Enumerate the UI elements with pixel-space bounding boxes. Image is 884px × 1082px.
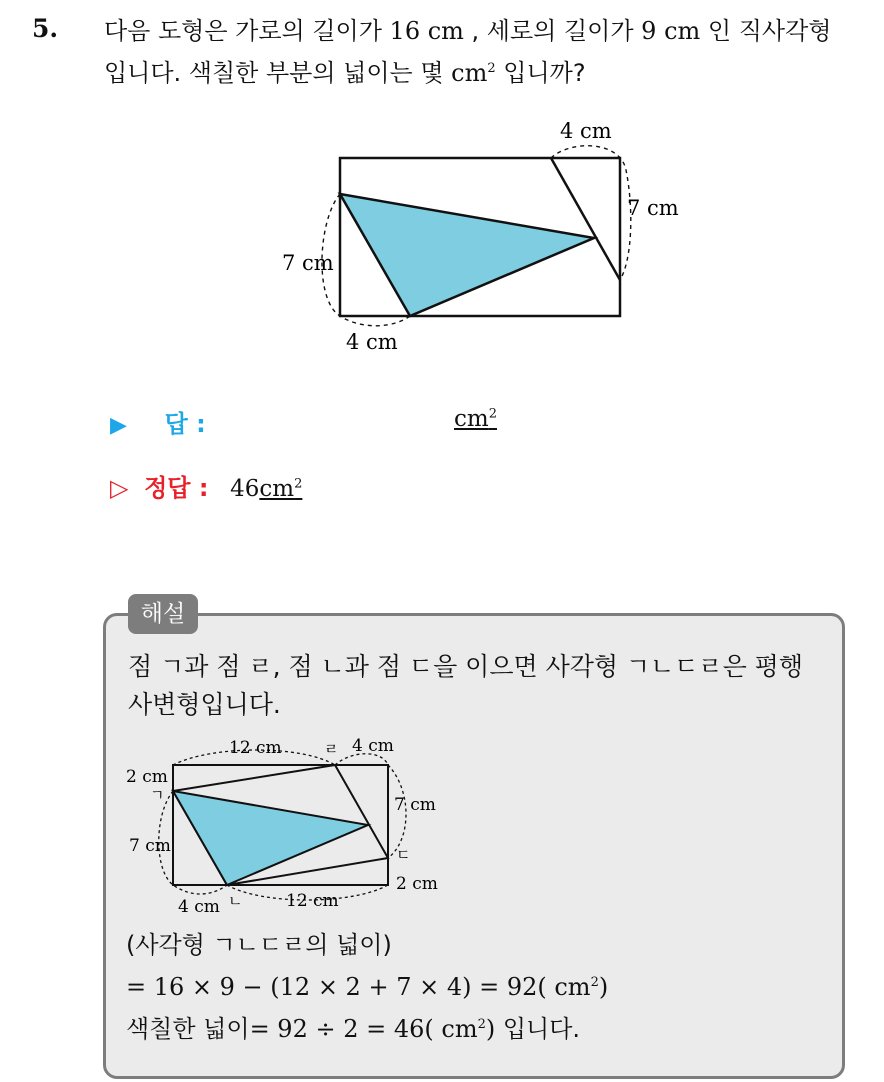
- explanation-tag: 해설: [128, 594, 198, 634]
- hollow-arrow-icon: ▷: [110, 474, 129, 502]
- fig1-label-bottom: 4 cm: [346, 330, 398, 354]
- fig2-label-bottom-4: 4 cm: [178, 897, 220, 917]
- fig2-label-giyeok: ㄱ: [150, 786, 165, 804]
- calculation: (사각형 ㄱㄴㄷㄹ의 넓이) = 16 × 9 − (12 × 2 + 7 × 4) = 92( $cm^2$) 색칠한 넓이= 92 ÷ 2 = 46( $cm^2$) 입니다.: [126, 931, 609, 1043]
- question-number: 5.: [32, 14, 59, 43]
- correct-answer-row: [110, 468, 302, 503]
- correct-label: 정답 :: [144, 474, 209, 502]
- slanted-line: [551, 158, 620, 280]
- play-arrow-icon: ▶: [110, 413, 127, 438]
- fig2-label-nieun: ㄴ: [228, 892, 243, 910]
- correct-value: $46cm^2$: [230, 476, 303, 502]
- fig2-label-left-2: 2 cm: [126, 767, 168, 787]
- fig2-label-right-2: 2 cm: [396, 874, 438, 894]
- fig2-label-digeut: ㄷ: [396, 846, 411, 864]
- fig1-label-right: 7 cm: [627, 196, 679, 220]
- fig1-label-left: 7 cm: [282, 251, 334, 275]
- explanation-figure: [112, 730, 472, 920]
- problem-figure: [270, 110, 690, 360]
- fig1-label-top: 4 cm: [560, 119, 612, 143]
- fig2-label-rieul: ㄹ: [324, 740, 339, 758]
- fig2-label-bottom-12: 12 cm: [286, 891, 339, 911]
- question-text: 다음 도형은 가로의 길이가 16 cm , 세로의 길이가 9 cm 인 직사각형 입니다. 색칠한 부분의 넓이는 몇 $cm^2$ 입니까?: [104, 17, 832, 87]
- fig2-label-right-7: 7 cm: [394, 795, 436, 815]
- shaded-triangle-2: [173, 791, 368, 885]
- answer-label: 답 :: [164, 410, 206, 438]
- answer-unit[interactable]: $cm^2$: [454, 406, 497, 432]
- explanation-text: 점 ㄱ과 점 ㄹ, 점 ㄴ과 점 ㄷ을 이으면 사각형 ㄱㄴㄷㄹ은 평행 사변형입니다.: [128, 652, 803, 719]
- fig2-label-left-7: 7 cm: [129, 836, 171, 856]
- shaded-triangle: [340, 194, 594, 316]
- fig2-label-top-12: 12 cm: [229, 738, 282, 758]
- fig2-label-top-4: 4 cm: [352, 736, 394, 756]
- answer-row: [110, 404, 497, 439]
